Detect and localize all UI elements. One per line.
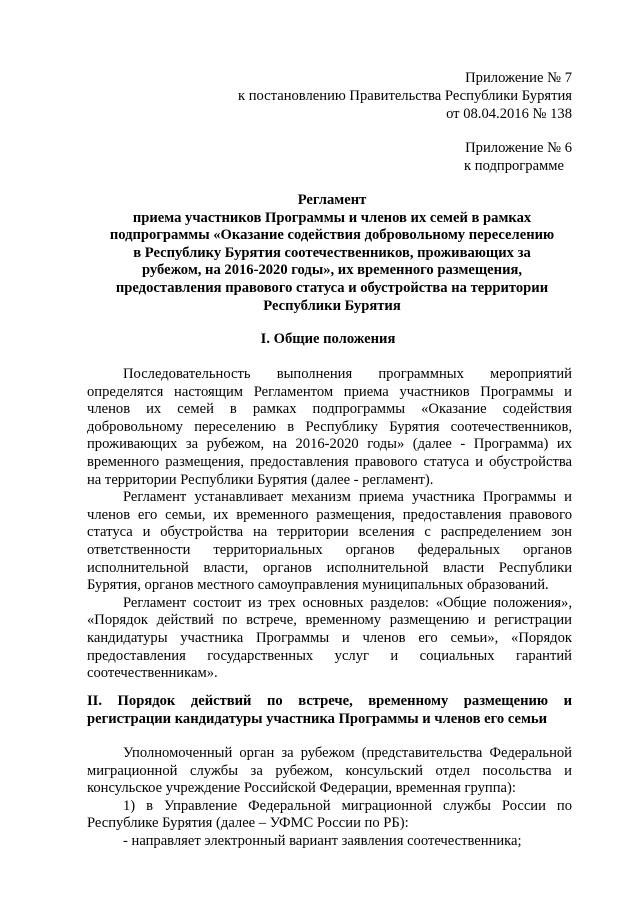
- appendix-7-decree-line: к постановлению Правительства Республики Бурятия: [237, 88, 572, 104]
- section-1-heading: I. Общие положения: [260, 331, 396, 347]
- paragraph: Уполномоченный орган за рубежом (представительства Федеральной миграционной службы за рубежом, консульский отдел посольства и консульское учреждение Российской Федерации, временная группа):: [87, 745, 572, 797]
- appendix-6-label: Приложение № 6: [465, 140, 572, 156]
- paragraph: Последовательность выполнения программных мероприятий определятся настоящим Регламентом приема участников Программы и членов их семей в рамках подпрограммы «Оказание содействия добровольному переселению в Республику Бурятия соотечественников, проживающих за рубежом, на 2016-2020 годы» (далее - Программа) их временного размещения, предоставления правового статуса и обустройства на территории Республики Бурятия (далее - регламент).: [87, 366, 572, 488]
- paragraph: Регламент устанавливает механизм приема участника Программы и членов его семьи, их временного размещения, предоставления правового статуса и обустройства на территории вселения с распределением зон ответственности территориальных органов федеральных органов исполнительной власти, органов исполнительной власти Республики Бурятия, органов местного самоуправления муниципальных образований.: [87, 489, 572, 594]
- appendix-7-date-line: от 08.04.2016 № 138: [446, 106, 572, 122]
- section-2-heading: II. Порядок действий по встрече, временному размещению и регистрации кандидатуры участника Программы и членов его семьи: [87, 693, 572, 727]
- title-line: приема участников Программы и членов их семей в рамках: [132, 209, 532, 226]
- section-2-body: [87, 745, 572, 851]
- title-line: Республики Бурятия: [263, 297, 401, 314]
- appendix-6-subprogram-line: к подпрограмме: [464, 158, 564, 174]
- paragraph: - направляет электронный вариант заявления соотечественника;: [123, 832, 522, 849]
- appendix-7-label: Приложение № 7: [465, 70, 572, 86]
- title-line: подпрограммы «Оказание содействия добровольному переселению: [109, 227, 555, 244]
- title-line: предоставления правового статуса и обустройства на территории: [115, 279, 549, 296]
- section-1-body: [87, 366, 572, 683]
- title-heading: Регламент: [297, 192, 367, 208]
- paragraph: Регламент состоит из трех основных разделов: «Общие положения», «Порядок действий по встрече, временному размещению и регистрации кандидатуры участника Программы и членов его семьи», «Порядок предоставления государственных услуг и социальных гарантий соотечественникам».: [87, 594, 572, 682]
- title-line: рубежом, на 2016-2020 годы», их временного размещения,: [141, 262, 523, 279]
- document-title: [100, 192, 564, 315]
- paragraph: 1) в Управление Федеральной миграционной службы России по Республике Бурятия (далее – УФМС России по РБ):: [87, 797, 572, 832]
- title-line: в Республику Бурятия соотечественников, проживающих за: [133, 244, 531, 261]
